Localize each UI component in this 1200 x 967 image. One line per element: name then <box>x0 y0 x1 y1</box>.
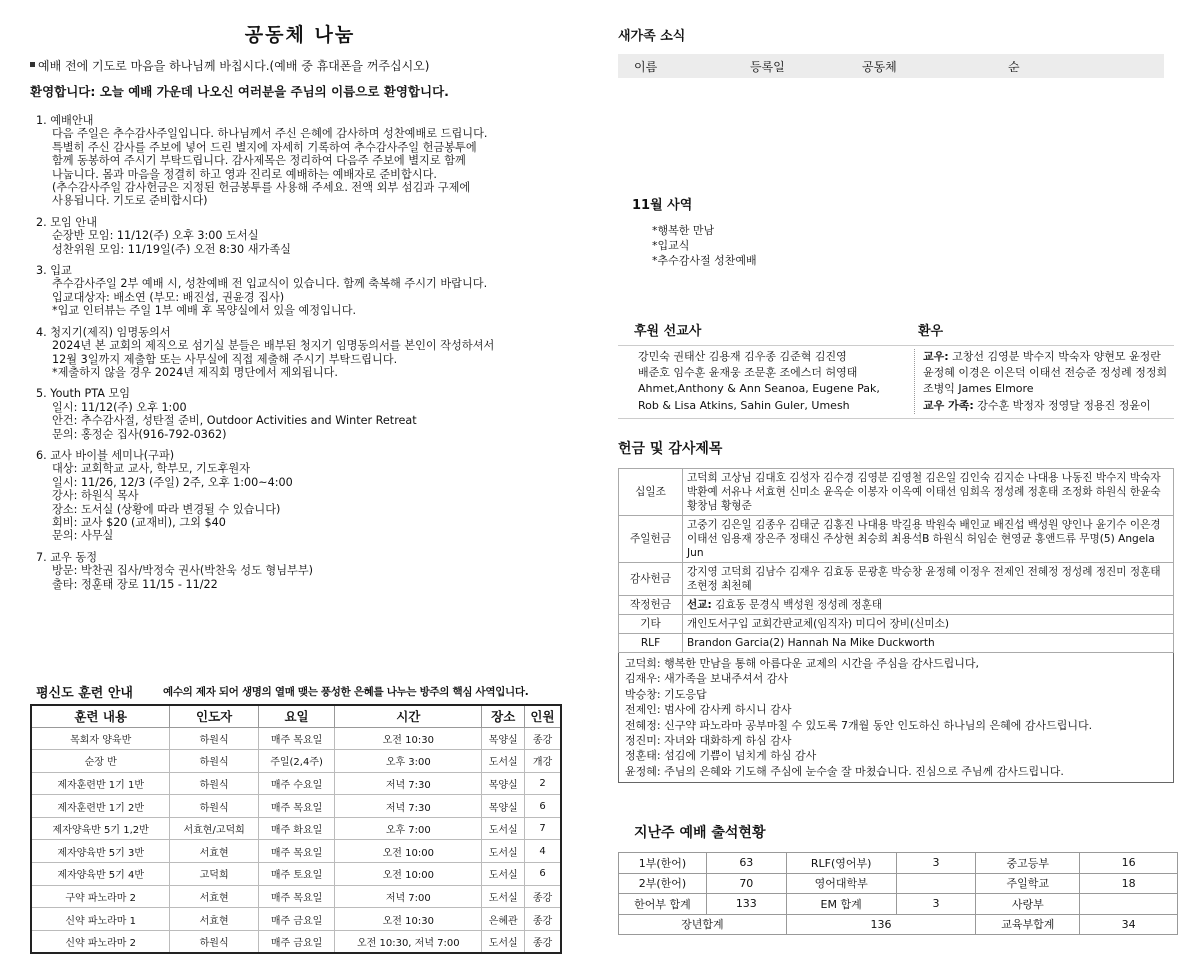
announcement-line: 일시: 11/12(주) 오후 1:00 <box>52 400 187 414</box>
announcement-item <box>30 216 570 256</box>
missionary-line: 강민숙 권태산 김용재 김우종 김준혁 김진영 <box>638 350 847 363</box>
table-cell: 6 <box>525 863 561 886</box>
table-row <box>31 727 561 750</box>
table-cell: 2 <box>525 772 561 795</box>
table-row <box>31 930 561 953</box>
announcement-line: 나눕니다. 몸과 마음을 정결히 하고 영과 진리로 예배하는 예배자로 준비합시다. <box>52 167 437 181</box>
edu-total-value: 34 <box>1080 914 1178 935</box>
table-cell: 오전 10:00 <box>335 840 482 863</box>
adult-total-value: 136 <box>786 914 976 935</box>
table-cell: 순장 반 <box>31 750 170 773</box>
table-cell: 오전 10:00 <box>335 863 482 886</box>
attendance-cell: 1부(한어) <box>619 853 707 874</box>
table-cell: 신약 파노라마 2 <box>31 930 170 953</box>
announcement-item <box>30 114 570 208</box>
attendance-row <box>619 853 1178 874</box>
attendance-cell: 영어대학부 <box>786 873 896 894</box>
table-cell: 은혜관 <box>482 908 525 931</box>
table-cell: 서효현 <box>170 908 259 931</box>
attendance-cell: 16 <box>1080 853 1178 874</box>
new-family-header <box>618 54 1164 78</box>
offering-row <box>619 634 1174 653</box>
training-title: 평신도 훈련 안내 <box>36 686 133 701</box>
table-cell: 매주 목요일 <box>258 727 334 750</box>
sick-label-members: 교우: <box>923 350 949 363</box>
table-cell: 목회자 양육반 <box>31 727 170 750</box>
attendance-cell: 한어부 합계 <box>619 894 707 915</box>
missionary-line: 배준호 임수훈 윤재웅 조문훈 조에스더 허영태 <box>638 366 858 380</box>
offering-text: 개인도서구입 교회간판교체(임직자) 미디어 장비(신미소) <box>687 618 950 630</box>
table-cell: 구약 파노라마 2 <box>31 885 170 908</box>
sick-line: 강수훈 박정자 정영달 정용진 정윤이 <box>977 398 1151 412</box>
table-cell: 저녁 7:30 <box>335 795 482 818</box>
table-cell: 도서실 <box>482 863 525 886</box>
table-cell: 매주 목요일 <box>258 840 334 863</box>
attendance-cell <box>896 873 976 894</box>
adult-total-label: 장년합계 <box>619 914 787 935</box>
offering-text: 김효동 문경식 백성원 정성례 정훈태 <box>715 599 883 611</box>
announcement-line: 순장반 모임: 11/12(주) 오후 3:00 도서실 <box>52 229 259 243</box>
offering-names <box>683 634 1174 653</box>
training-col-header: 요일 <box>258 705 334 727</box>
announcement-line: *입교 인터뷰는 주일 1부 예배 후 목양실에서 있을 예정입니다. <box>52 304 357 318</box>
col-name: 이름 <box>634 59 658 74</box>
table-cell: 하원식 <box>170 930 259 953</box>
table-row <box>31 885 561 908</box>
announcement-line: 다음 주일은 추수감사주일입니다. 하나님께서 주신 은혜에 감사하며 성찬예배로 드립니다. <box>52 127 488 141</box>
offering-type: 작정헌금 <box>619 596 683 615</box>
training-col-header: 시간 <box>335 705 482 727</box>
offering-row <box>619 516 1174 563</box>
sick-label-family: 교우 가족: <box>923 398 974 412</box>
training-col-header: 인도자 <box>170 705 259 727</box>
offering-text: Brandon Garcia(2) Hannah Na Mike Duckworth <box>687 637 935 649</box>
training-col-header: 장소 <box>482 705 525 727</box>
table-cell: 매주 수요일 <box>258 772 334 795</box>
table-cell: 매주 금요일 <box>258 908 334 931</box>
offering-type: 기타 <box>619 615 683 634</box>
announcement-line: *제출하지 않을 경우 2024년 제직회 명단에서 제외됩니다. <box>52 365 338 379</box>
divider <box>618 418 1174 419</box>
attendance-table <box>618 852 1178 935</box>
announcement-line: 2024년 본 교회의 제직으로 섬기실 분들은 배부된 청지기 임명동의서를 본인이 작성하셔서 <box>52 339 495 353</box>
table-cell: 종강 <box>525 885 561 908</box>
offering-type: 감사헌금 <box>619 563 683 596</box>
table-cell: 목양실 <box>482 727 525 750</box>
thanks-note: 박승창: 기도응답 <box>625 687 707 701</box>
announcement-heading: 6. 교사 바이블 세미나(구파) <box>36 448 175 462</box>
announcement-line: 함께 동봉하여 주시기 부탁드립니다. 감사제목은 정리하여 다음주 주보에 별지로 함께 <box>52 154 466 168</box>
offering-text: 고중기 김은일 김종우 김태군 김홍진 나대용 박길용 박원숙 배인교 배진섭 백성원 양인나 윤기수 이은경 이태선 임용재 장은주 정태신 주상현 최승희 최용석B 하원식 허임순 현영균 홍앤드류 무명(5) Angela Jun <box>687 519 1161 559</box>
announcement-line: 12월 3일까지 제출함 또는 사무실에 직접 제출해 주시기 부탁드립니다. <box>52 352 398 366</box>
table-cell: 하원식 <box>170 750 259 773</box>
table-cell: 4 <box>525 840 561 863</box>
announcement-item <box>30 449 570 543</box>
table-cell: 제자양육반 5기 3반 <box>31 840 170 863</box>
table-cell: 주일(2,4주) <box>258 750 334 773</box>
offering-type: RLF <box>619 634 683 653</box>
offering-row <box>619 469 1174 516</box>
new-family-section <box>618 25 1178 78</box>
table-cell: 오후 7:00 <box>335 817 482 840</box>
table-cell: 서효현 <box>170 885 259 908</box>
training-table <box>30 704 562 954</box>
offering-text: 강지영 고덕희 김남수 김재우 김효동 문광훈 박승창 윤정혜 이정우 전제인 전혜정 정성례 정진미 정훈태 조현정 최천혜 <box>687 566 1161 592</box>
announcement-line: 회비: 교사 $20 (교재비), 그외 $40 <box>52 515 226 529</box>
table-cell: 도서실 <box>482 840 525 863</box>
table-row <box>31 772 561 795</box>
table-cell: 종강 <box>525 908 561 931</box>
attendance-title: 지난주 예배 출석현황 <box>634 825 766 841</box>
table-cell: 하원식 <box>170 727 259 750</box>
announcement-line: 문의: 사무실 <box>52 529 114 543</box>
announcement-heading: 4. 청지기(제직) 임명동의서 <box>36 325 171 339</box>
offering-text: 고덕희 고상님 김대호 김성자 김수경 김영분 김영철 김은일 김인숙 김지순 나대용 나동진 박수지 박숙자 박환예 서유나 서효현 신미소 윤옥순 이봉자 이옥예 이태선 임희옥 정성례 정훈태 조정화 하원식 한윤숙 황창님 황형준 <box>687 472 1161 512</box>
attendance-cell: EM 합계 <box>786 894 896 915</box>
offering-row <box>619 563 1174 596</box>
announcement-line: 안건: 추수감사절, 성탄절 준비, Outdoor Activities and Winter Retreat <box>52 414 417 428</box>
offering-names <box>683 615 1174 634</box>
offering-type: 십일조 <box>619 469 683 516</box>
table-cell: 서효현 <box>170 840 259 863</box>
table-row <box>31 795 561 818</box>
attendance-section <box>618 822 1178 935</box>
table-cell: 저녁 7:00 <box>335 885 482 908</box>
table-cell: 매주 목요일 <box>258 885 334 908</box>
welcome-message: 환영합니다: 오늘 예배 가운데 나오신 여러분을 주님의 이름으로 환영합니다. <box>30 84 449 99</box>
sick-line: 조병익 James Elmore <box>923 382 1034 396</box>
list-item: *행복한 만남 <box>652 224 715 237</box>
sick-title: 환우 <box>918 324 944 339</box>
thanks-notes <box>618 653 1174 783</box>
announcements <box>30 114 570 591</box>
offering-section <box>618 438 1174 783</box>
sick-line: 윤정혜 이경은 이은덕 이태선 전승준 정성례 정정희 <box>923 366 1168 380</box>
table-cell: 서효현/고덕희 <box>170 817 259 840</box>
table-cell: 개강 <box>525 750 561 773</box>
new-family-title: 새가족 소식 <box>618 29 686 44</box>
november-title: 11월 사역 <box>632 198 693 213</box>
thanks-note: 고덕희: 행복한 만남을 통해 아름다운 교제의 시간을 주심을 감사드립니다, <box>625 657 979 670</box>
table-row <box>31 817 561 840</box>
missionary-line: Rob & Lisa Atkins, Sahin Guler, Umesh <box>638 398 850 412</box>
thanks-note: 전제인: 범사에 감사케 하시니 감사 <box>625 703 792 717</box>
left-page <box>30 0 570 949</box>
table-cell: 고덕희 <box>170 863 259 886</box>
table-cell: 오전 10:30, 저녁 7:00 <box>335 930 482 953</box>
thanks-note: 전혜정: 신구약 파노라마 공부마칠 수 있도록 7개월 동안 인도하신 하나님의 은혜에 감사드립니다. <box>625 718 1093 732</box>
training-col-header: 인원 <box>525 705 561 727</box>
offering-title: 헌금 및 감사제목 <box>618 441 723 457</box>
announcement-item <box>30 387 570 441</box>
attendance-cell: 중고등부 <box>976 853 1080 874</box>
table-cell: 저녁 7:30 <box>335 772 482 795</box>
attendance-cell: 주일학교 <box>976 873 1080 894</box>
training-subtitle: 예수의 제자 되어 생명의 열매 맺는 풍성한 은혜를 나누는 방주의 핵심 사역입니다. <box>163 686 529 698</box>
page-title: 공동체 나눔 <box>244 24 356 46</box>
announcement-line: 일시: 11/26, 12/3 (주일) 2주, 오후 1:00~4:00 <box>52 475 293 489</box>
attendance-row <box>619 894 1178 915</box>
announcement-line: 추수감사주일 2부 예배 시, 성찬예배 전 입교식이 있습니다. 함께 축복해 주시기 바랍니다. <box>52 277 488 291</box>
attendance-cell <box>1080 894 1178 915</box>
sick-line: 고창선 김영분 박수지 박숙자 양현모 윤정란 <box>952 350 1161 363</box>
announcement-heading: 1. 예배안내 <box>36 114 94 127</box>
table-cell: 종강 <box>525 930 561 953</box>
announcement-line: 방문: 박찬권 집사/박정숙 권사(박찬욱 성도 형님부부) <box>52 564 313 578</box>
divider <box>618 345 1174 346</box>
missionary-sick-section <box>618 320 1174 419</box>
thanks-note: 정훈태: 섬김에 기쁨이 넘치게 하심 감사 <box>625 749 817 763</box>
announcement-item <box>30 264 570 318</box>
table-cell: 도서실 <box>482 885 525 908</box>
offering-type: 주일헌금 <box>619 516 683 563</box>
attendance-cell: 사랑부 <box>976 894 1080 915</box>
table-cell: 목양실 <box>482 772 525 795</box>
announcement-line: 장소: 도서실 (상황에 따라 변경될 수 있습니다) <box>52 502 281 516</box>
announcement-line: 문의: 홍정순 집사(916-792-0362) <box>52 427 227 441</box>
col-soon: 순 <box>1008 59 1020 74</box>
table-cell: 7 <box>525 817 561 840</box>
attendance-cell: 2부(한어) <box>619 873 707 894</box>
announcement-line: 입교대상자: 배소연 (부모: 배진섭, 권윤경 집사) <box>52 290 285 304</box>
attendance-cell: 3 <box>896 853 976 874</box>
november-list <box>652 223 757 268</box>
announcement-line: 대상: 교회학교 교사, 학부모, 기도후원자 <box>52 462 251 476</box>
table-cell: 도서실 <box>482 750 525 773</box>
attendance-cell: 133 <box>706 894 786 915</box>
table-cell: 매주 토요일 <box>258 863 334 886</box>
offering-row <box>619 596 1174 615</box>
table-cell: 제자훈련반 1기 1반 <box>31 772 170 795</box>
list-item: *입교식 <box>652 239 690 252</box>
announcement-line: 특별히 주신 감사를 주보에 넣어 드린 별지에 자세히 기록하여 추수감사주일 헌금봉투에 <box>52 140 477 154</box>
announcement-line: 강사: 하원식 목사 <box>52 489 139 503</box>
announcement-line: 성찬위원 모임: 11/19일(주) 오전 8:30 새가족실 <box>52 242 291 256</box>
missionary-title: 후원 선교사 <box>634 324 702 339</box>
offering-row <box>619 615 1174 634</box>
table-cell: 오후 3:00 <box>335 750 482 773</box>
announcement-line: 사용됩니다. 기도로 준비합시다) <box>52 194 208 208</box>
table-cell: 하원식 <box>170 772 259 795</box>
offering-names <box>683 469 1174 516</box>
table-row <box>31 863 561 886</box>
announcement-line: 출타: 정훈태 장로 11/15 - 11/22 <box>52 577 218 591</box>
table-cell: 오전 10:30 <box>335 727 482 750</box>
table-cell: 매주 목요일 <box>258 795 334 818</box>
table-cell: 매주 금요일 <box>258 930 334 953</box>
thanks-note: 윤정혜: 주님의 은혜와 기도해 주심에 눈수술 잘 마쳤습니다. 진심으로 주님께 감사드립니다. <box>625 764 1064 778</box>
table-cell: 도서실 <box>482 930 525 953</box>
table-cell: 제자훈련반 1기 2반 <box>31 795 170 818</box>
announcement-heading: 2. 모임 안내 <box>36 215 98 229</box>
table-cell: 신약 파노라마 1 <box>31 908 170 931</box>
table-row <box>31 840 561 863</box>
sick-list <box>914 349 1172 414</box>
missionary-line: Ahmet,Anthony & Ann Seanoa, Eugene Pak, <box>638 382 880 396</box>
attendance-row <box>619 873 1178 894</box>
offering-table <box>618 468 1174 653</box>
table-row <box>31 750 561 773</box>
table-cell: 오전 10:30 <box>335 908 482 931</box>
table-cell: 제자양육반 5기 4반 <box>31 863 170 886</box>
thanks-note: 김재우: 새가족을 보내주셔서 감사 <box>625 672 788 686</box>
table-cell: 제자양육반 5기 1,2반 <box>31 817 170 840</box>
training-col-header: 훈련 내용 <box>31 705 170 727</box>
attendance-cell: 18 <box>1080 873 1178 894</box>
offering-names <box>683 563 1174 596</box>
missionary-list <box>618 349 914 414</box>
table-cell: 하원식 <box>170 795 259 818</box>
attendance-cell: 70 <box>706 873 786 894</box>
offering-names <box>683 516 1174 563</box>
table-cell: 종강 <box>525 727 561 750</box>
announcement-line: (추수감사주일 감사헌금은 지정된 헌금봉투를 사용해 주세요. 전액 외부 섬김과 구제에 <box>52 181 471 195</box>
col-date: 등록일 <box>750 59 785 74</box>
announcement-item <box>30 326 570 380</box>
thanks-note: 정진미: 자녀와 대화하게 하심 감사 <box>625 734 792 748</box>
col-community: 공동체 <box>862 59 897 74</box>
announcement-heading: 7. 교우 동정 <box>36 550 98 564</box>
table-cell: 목양실 <box>482 795 525 818</box>
table-row <box>31 908 561 931</box>
offering-names <box>683 596 1174 615</box>
edu-total-label: 교육부합계 <box>976 914 1080 935</box>
offering-sublabel: 선교: <box>687 599 712 611</box>
announcement-heading: 5. Youth PTA 모임 <box>36 387 131 401</box>
announcement-item <box>30 551 570 591</box>
attendance-cell: RLF(영어부) <box>786 853 896 874</box>
table-cell: 6 <box>525 795 561 818</box>
list-item: *추수감사절 성찬예배 <box>652 254 757 267</box>
announcement-heading: 3. 입교 <box>36 264 72 278</box>
notice-line: 예배 전에 기도로 마음을 하나님께 바칩시다.(예배 중 휴대폰을 꺼주십시오) <box>30 57 570 74</box>
table-cell: 매주 화요일 <box>258 817 334 840</box>
attendance-cell: 3 <box>896 894 976 915</box>
november-section <box>632 194 757 268</box>
attendance-cell: 63 <box>706 853 786 874</box>
table-cell: 도서실 <box>482 817 525 840</box>
